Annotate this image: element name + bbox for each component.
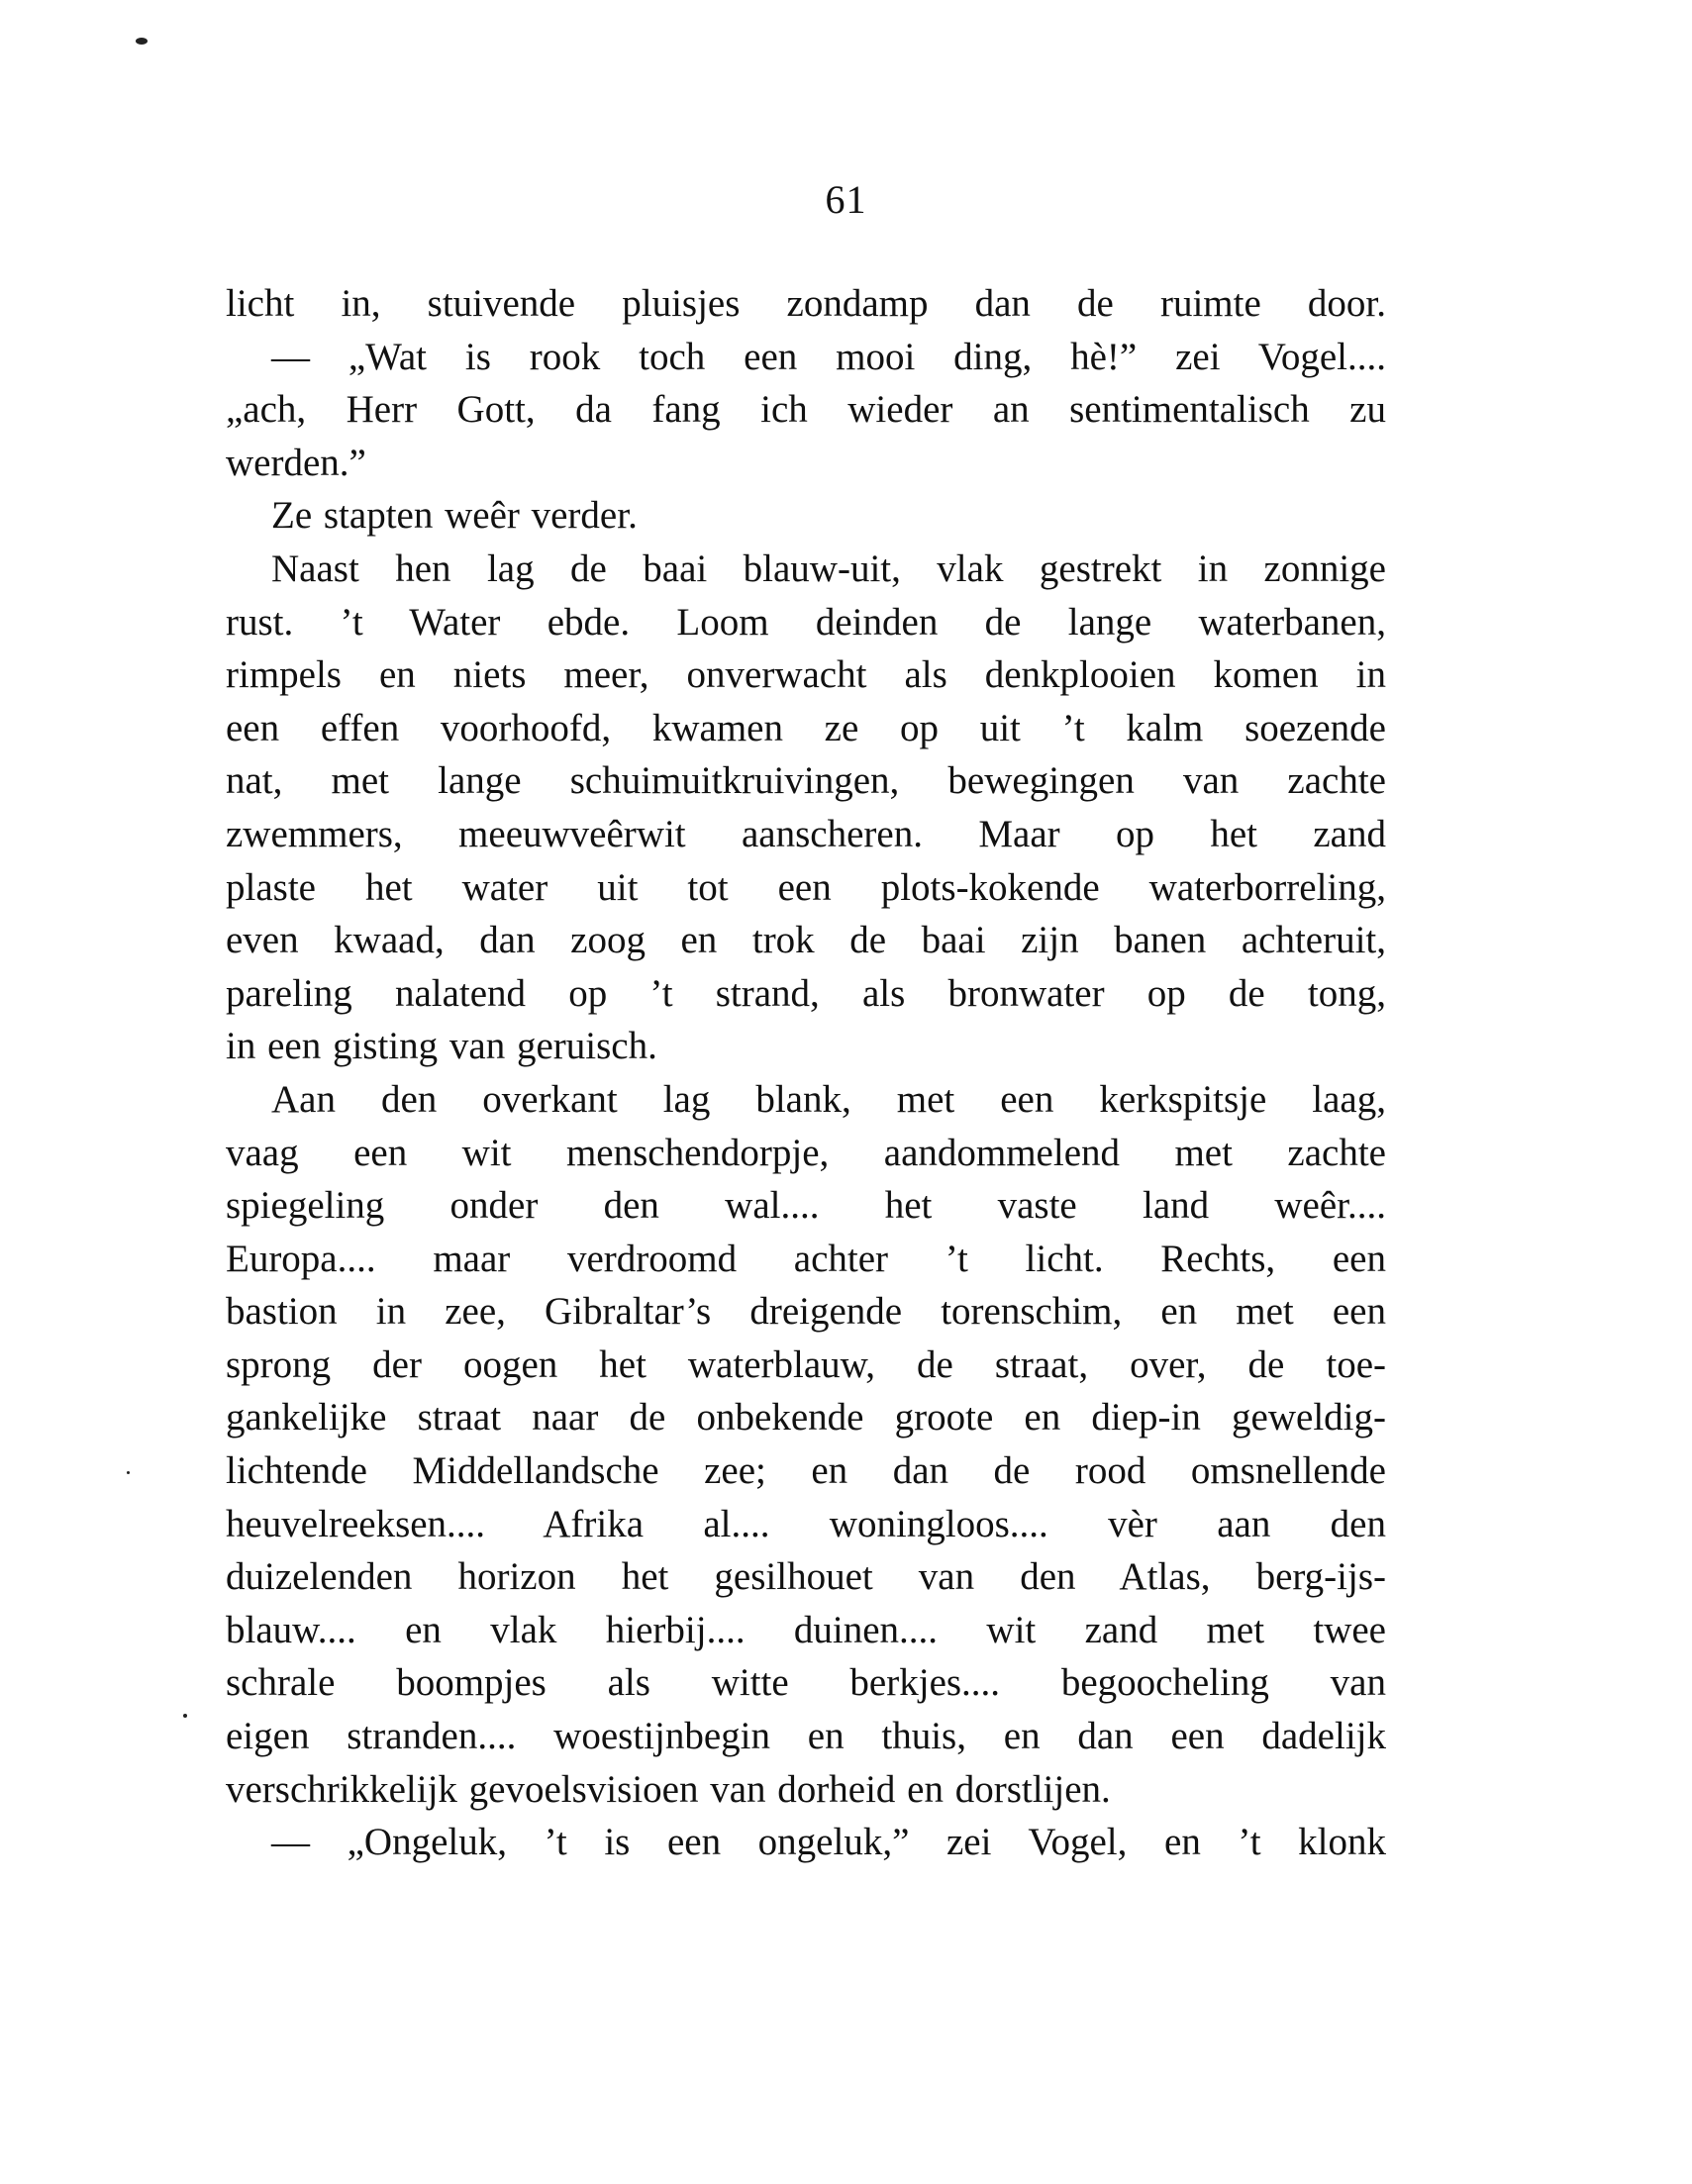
body-text <box>226 277 1386 1869</box>
text-line: werden.” <box>226 441 366 484</box>
text-line: blauw.... en vlak hierbij.... duinen.... wit zand met twee <box>226 1608 1386 1651</box>
text-line: „ach, Herr Gott, da fang ich wieder an sentimentalisch zu <box>226 388 1386 432</box>
text-line: rust. ’t Water ebde. Loom deinden de lange waterbanen, <box>226 600 1386 644</box>
text-line: plaste het water uit tot een plots-kokende waterborreling, <box>226 865 1386 909</box>
text-line: zwemmers, meeuwveêrwit aanscheren. Maar op het zand <box>226 812 1386 855</box>
text-line: bastion in zee, Gibraltar’s dreigende torenschim, en met een <box>226 1290 1386 1334</box>
text-line: Europa.... maar verdroomd achter ’t licht. Rechts, een <box>226 1237 1386 1280</box>
text-line: spiegeling onder den wal.... het vaste land weêr.... <box>226 1184 1386 1228</box>
text-line: — „Ongeluk, ’t is een ongeluk,” zei Vogel, en ’t klonk <box>271 1821 1386 1864</box>
text-line: vaag een wit menschendorpje, aandommelend met zachte <box>226 1131 1386 1174</box>
text-line: rimpels en niets meer, onverwacht als denkplooien komen in <box>226 653 1386 697</box>
text-line: pareling nalatend op ’t strand, als bronwater op de tong, <box>226 971 1386 1015</box>
text-line: lichtende Middellandsche zee; en dan de rood omsnellende <box>226 1449 1386 1493</box>
text-line: Aan den overkant lag blank, met een kerkspitsje laag, <box>271 1077 1386 1121</box>
text-line: eigen stranden.... woestijnbegin en thuis, en dan een dadelijk <box>226 1715 1386 1758</box>
page-number: 61 <box>825 177 867 222</box>
text-line: licht in, stuivende pluisjes zondamp dan de ruimte door. <box>226 282 1386 325</box>
ink-speck-mark <box>136 38 148 45</box>
text-line: heuvelreeksen.... Afrika al.... woningloos.... vèr aan den <box>226 1502 1386 1545</box>
text-line: duizelenden horizon het gesilhouet van den Atlas, berg-ijs- <box>226 1555 1386 1599</box>
text-line: gankelijke straat naar de onbekende groote en diep-in geweldig- <box>226 1396 1386 1439</box>
text-line: even kwaad, dan zoog en trok de baai zijn banen achteruit, <box>226 919 1386 962</box>
ink-dot-mark <box>183 1714 187 1718</box>
ink-dot-mark <box>127 1471 130 1474</box>
text-line: sprong der oogen het waterblauw, de straat, over, de toe- <box>226 1342 1386 1386</box>
text-line: schrale boompjes als witte berkjes.... begoocheling van <box>226 1661 1386 1705</box>
text-line: een effen voorhoofd, kwamen ze op uit ’t kalm soezende <box>226 706 1386 749</box>
text-line: verschrikkelijk gevoelsvisioen van dorheid en dorstlijen. <box>226 1767 1111 1811</box>
text-line: — „Wat is rook toch een mooi ding, hè!” zei Vogel.... <box>271 335 1386 378</box>
text-line: nat, met lange schuimuitkruivingen, bewegingen van zachte <box>226 759 1386 803</box>
text-line: in een gisting van geruisch. <box>226 1025 657 1068</box>
text-line: Ze stapten weêr verder. <box>271 494 638 538</box>
text-line: Naast hen lag de baai blauw-uit, vlak gestrekt in zonnige <box>271 546 1386 590</box>
